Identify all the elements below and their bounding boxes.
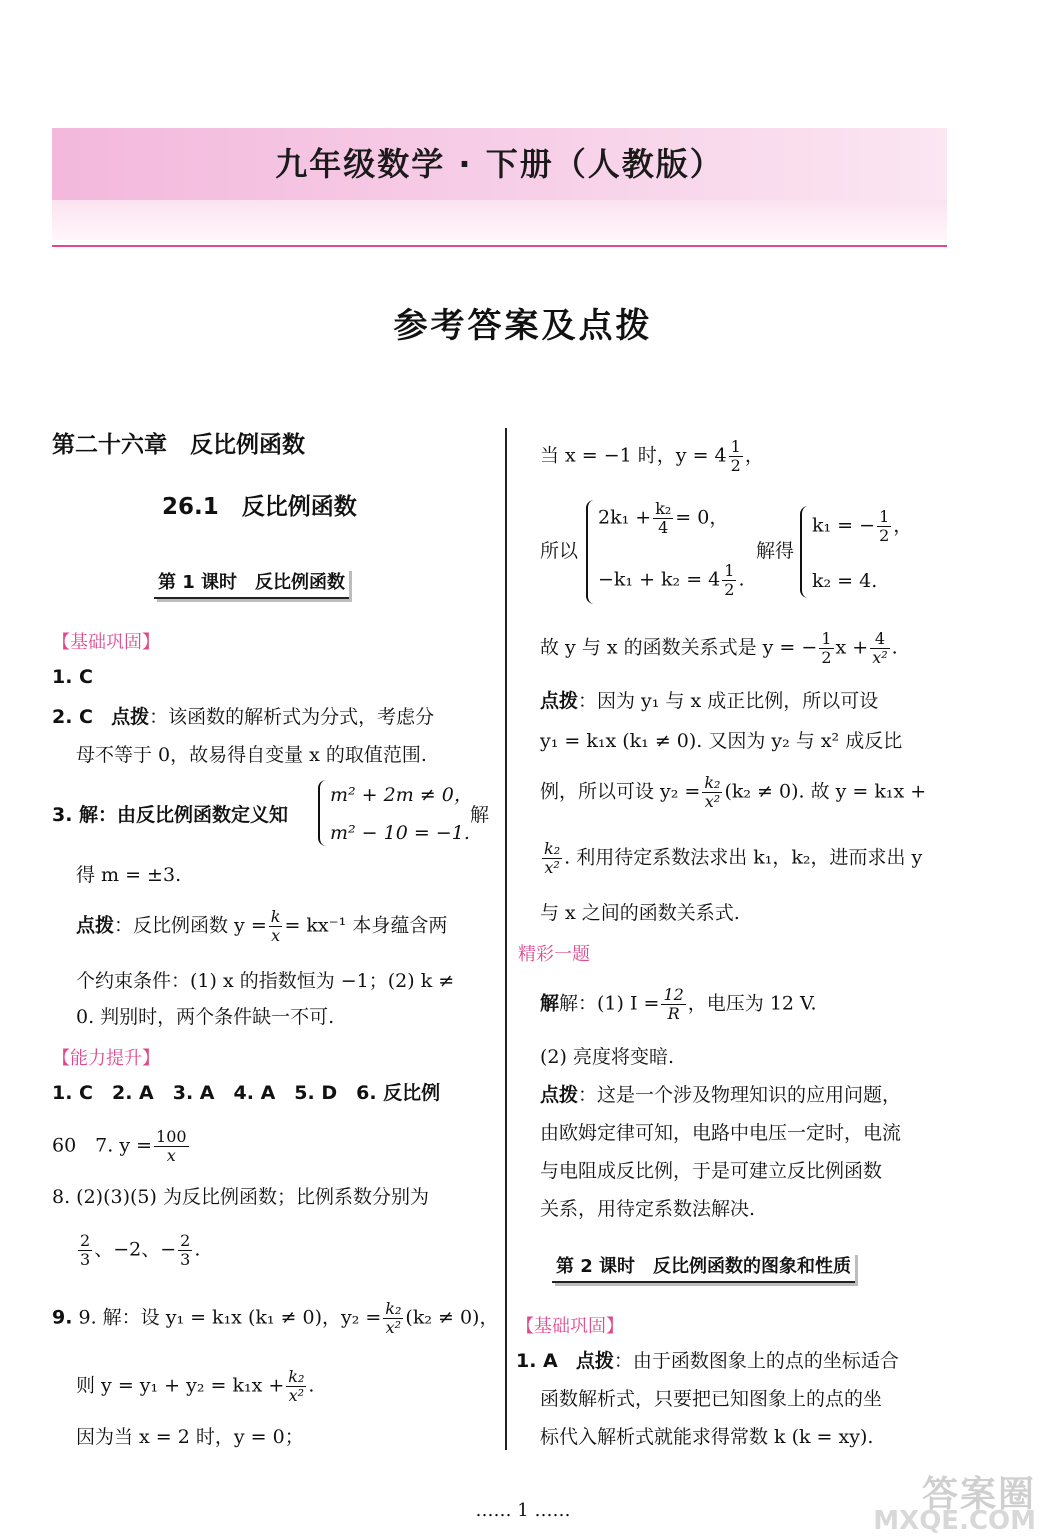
lesson2-answer-1-cont-1: 函数解析式，只要把已知图象上的点的坐	[540, 1388, 883, 1410]
answer-2: 2. C 点拨：该函数的解析式为分式，考虑分	[52, 706, 435, 728]
answer-7: 60 7. y = $\frac{100}{x}$	[52, 1127, 187, 1165]
right-line-1: 当 x = −1 时，y = 4 $\frac{1}{2}$ ，	[540, 437, 764, 475]
tip-3-line-1: 点拨：反比例函数 y = $\frac{k}{x}$ = kx⁻¹ 本身蕴含两	[76, 907, 448, 945]
system-brace-2	[800, 506, 810, 602]
answer-2-cont: 母不等于 0，故易得自变量 x 的取值范围.	[76, 744, 427, 766]
tip-3-line-2: 个约束条件：(1) x 的指数恒为 −1；(2) k ≠	[76, 970, 455, 992]
right-conclusion: 故 y 与 x 的函数关系式是 y = − $\frac{1}{2}$ x + $\frac{4}{\text{x²}}$ .	[540, 629, 898, 667]
lesson-heading: 第 1 课时 反比例函数	[154, 568, 349, 599]
equation-system-brace	[318, 780, 328, 850]
tip-9-line-5: 与 x 之间的函数关系式.	[540, 902, 740, 924]
system-lead: 所以	[540, 540, 579, 562]
tip-9-line-3: 例，所以可设 y₂ = $\frac{\text{k₂}}{\text{x²}}$ (k₂ ≠ 0). 故 y = k₁x +	[540, 773, 927, 811]
answer-9-line-2: 则 y = y₁ + y₂ = k₁x + $\frac{\text{k₂}}{\text{x²}}$ .	[76, 1367, 315, 1405]
lesson2-answer-1-cont-2: 标代入解析式就能求得常数 k (k = xy).	[540, 1426, 874, 1448]
answer-8: 8. (2)(3)(5) 为反比例函数；比例系数分别为	[52, 1186, 429, 1208]
section-tag-highlight: 精彩一题	[518, 944, 590, 965]
highlight-answer-2: (2) 亮度将变暗.	[540, 1046, 674, 1068]
page-number: …… 1 ……	[475, 1500, 571, 1521]
system-brace-1	[586, 500, 596, 608]
tip-9-line-4: $\frac{\text{k₂}}{\text{x²}}$ . 利用待定系数法求出 k₁，k₂，进而求出 y	[544, 839, 923, 877]
tip-highlight-line-2: 由欧姆定律可知，电路中电压一定时，电流	[540, 1122, 902, 1144]
system-mid: 解得	[756, 540, 795, 562]
system-2-eq-1: k₁ = − $\frac{1}{2}$ ，	[812, 507, 913, 545]
answer-9-line-1: 9. 9. 解：设 y₁ = k₁x (k₁ ≠ 0)，y₂ = $\frac{\text{k₂}}{\text{x²}}$ (k₂ ≠ 0)，	[52, 1299, 499, 1337]
system-eq-1: m² + 2m ≠ 0，	[330, 784, 473, 806]
tip-highlight-line-3: 与电阻成反比例，于是可建立反比例函数	[540, 1160, 883, 1182]
tip-highlight-line-4: 关系，用待定系数法解决.	[540, 1198, 756, 1220]
column-divider	[505, 428, 507, 1450]
banner-fade	[52, 200, 947, 240]
section-heading: 26.1 反比例函数	[162, 494, 357, 520]
tip-highlight-line-1: 点拨：这是一个涉及物理知识的应用问题，	[540, 1084, 902, 1106]
chapter-heading: 第二十六章 反比例函数	[52, 432, 305, 458]
section-tag-basic-2: 【基础巩固】	[516, 1316, 624, 1337]
page-title: 参考答案及点拨	[393, 306, 653, 346]
watermark-logo: 答案圈	[921, 1474, 1036, 1515]
highlight-answer-1: 解解：(1) I = $\frac{12}{R}$ ，电压为 12 V.	[540, 985, 817, 1023]
answer-1: 1. C	[52, 666, 93, 688]
tip-3-line-3: 0. 判别时，两个条件缺一不可.	[76, 1006, 335, 1028]
lesson2-answer-1: 1. A 点拨：由于函数图象上的点的坐标适合	[516, 1350, 899, 1372]
tip-9-line-1: 点拨：因为 y₁ 与 x 成正比例，所以可设	[540, 690, 879, 712]
answer-3-tail: 解	[470, 804, 490, 826]
system-eq-2: m² − 10 = −1.	[330, 822, 470, 844]
system-1-eq-2: −k₁ + k₂ = 4 $\frac{1}{2}$ .	[598, 561, 745, 599]
answer-3: 3. 解：由反比例函数定义知	[52, 804, 289, 826]
lesson-2-heading: 第 2 课时 反比例函数的图象和性质	[552, 1252, 855, 1283]
answer-8-cont: $\frac{2}{3}$ 、−2、− $\frac{2}{3}$ .	[80, 1231, 201, 1269]
header-rule	[52, 245, 947, 247]
banner-title: 九年级数学 · 下册（人教版）	[275, 145, 724, 183]
watermark-url: MXQE.COM	[873, 1506, 1036, 1536]
header-banner	[52, 128, 947, 200]
section-tag-ability: 【能力提升】	[52, 1048, 160, 1069]
answer-3-result: 得 m = ±3.	[76, 864, 182, 886]
answer-9-line-3: 因为当 x = 2 时，y = 0；	[76, 1426, 304, 1448]
section-tag-basic: 【基础巩固】	[52, 632, 160, 653]
tip-9-line-2: y₁ = k₁x (k₁ ≠ 0). 又因为 y₂ 与 x² 成反比	[540, 730, 903, 752]
system-2-eq-2: k₂ = 4.	[812, 570, 878, 592]
system-1-eq-1: 2k₁ + $\frac{\text{k₂}}{4}$ = 0，	[598, 499, 729, 537]
answers-1-6: 1. C 2. A 3. A 4. A 5. D 6. 反比例	[52, 1082, 441, 1104]
